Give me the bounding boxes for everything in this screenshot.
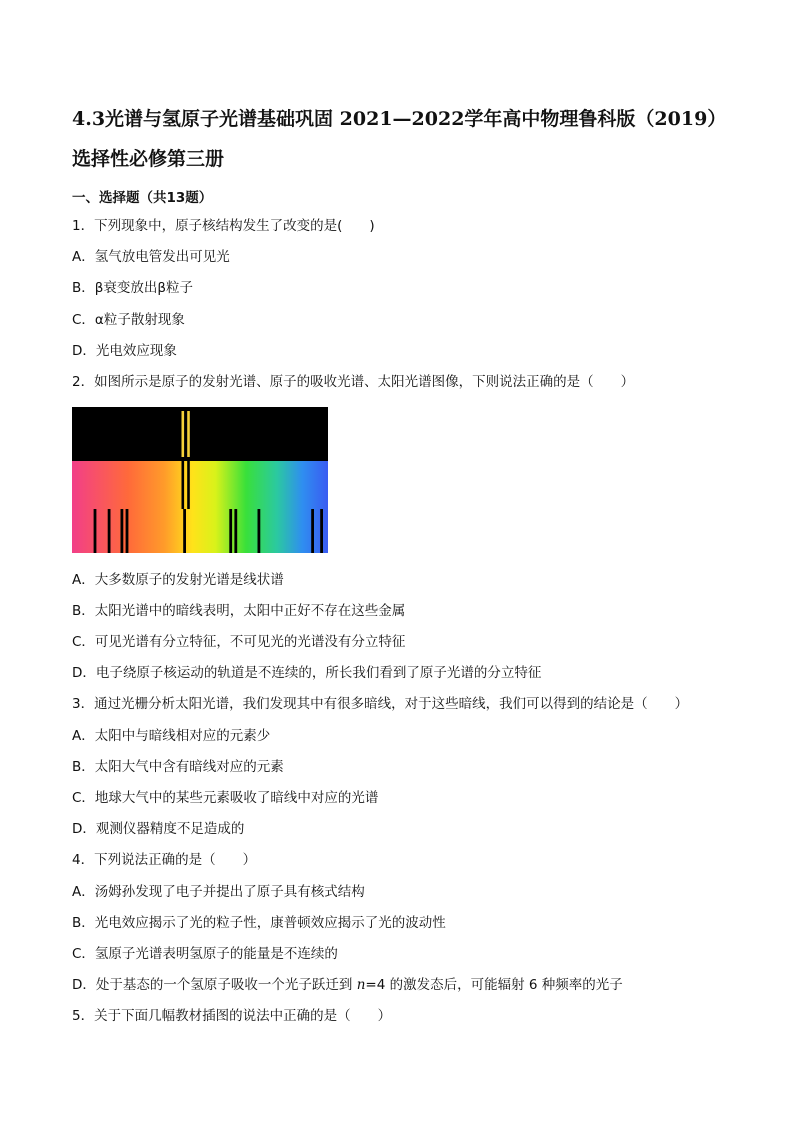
question-5-stem: 5．关于下面几幅教材插图的说法中正确的是（ ） (72, 1008, 392, 1024)
solar-dark-line-5 (183, 509, 186, 553)
spectra-figure (72, 407, 328, 553)
solar-dark-line-8 (258, 509, 261, 553)
document-title-line1: 4.3光谱与氢原子光谱基础巩固 2021—2022学年高中物理鲁科版（2019） (72, 108, 727, 130)
solar-dark-line-6 (229, 509, 232, 553)
solar-dark-line-2 (108, 509, 111, 553)
question-1-option-b: B．β衰变放出β粒子 (72, 280, 193, 296)
solar-dark-line-10 (320, 509, 323, 553)
section-heading: 一、选择题（共13题） (72, 190, 213, 206)
solar-dark-line-1 (94, 509, 97, 553)
question-2-option-d: D．电子绕原子核运动的轨道是不连续的，所长我们看到了原子光谱的分立特征 (72, 665, 542, 681)
question-1-stem: 1．下列现象中，原子核结构发生了改变的是( ) (72, 218, 375, 234)
question-3-option-c: C．地球大气中的某些元素吸收了暗线中对应的光谱 (72, 790, 379, 806)
question-1-option-d: D．光电效应现象 (72, 343, 177, 359)
question-4-option-d-part2: =4 的激发态后，可能辐射 6 种频率的光子 (365, 977, 623, 993)
question-2-option-a: A．大多数原子的发射光谱是线状谱 (72, 572, 284, 588)
emission-line-2 (187, 411, 190, 457)
question-2-option-b: B．太阳光谱中的暗线表明，太阳中正好不存在这些金属 (72, 603, 406, 619)
question-3-option-a: A．太阳中与暗线相对应的元素少 (72, 728, 271, 744)
question-3-option-b: B．太阳大气中含有暗线对应的元素 (72, 759, 284, 775)
question-4-option-c: C．氢原子光谱表明氢原子的能量是不连续的 (72, 946, 338, 962)
question-4-option-d-part1: D．处于基态的一个氢原子吸收一个光子跃迁到 (72, 977, 357, 993)
emission-spectrum-band (72, 407, 328, 461)
question-2-option-c: C．可见光谱有分立特征，不可见光的光谱没有分立特征 (72, 634, 406, 650)
question-3-option-d: D．观测仪器精度不足造成的 (72, 821, 245, 837)
solar-dark-line-4 (126, 509, 129, 553)
question-4-option-a: A．汤姆孙发现了电子并提出了原子具有核式结构 (72, 884, 365, 900)
question-1-option-a: A．氢气放电管发出可见光 (72, 249, 230, 265)
solar-dark-line-3 (121, 509, 124, 553)
document-title-line2: 选择性必修第三册 (72, 148, 225, 170)
emission-line-1 (182, 411, 185, 457)
question-4-option-b: B．光电效应揭示了光的粒子性，康普顿效应揭示了光的波动性 (72, 915, 446, 931)
question-2-stem: 2．如图所示是原子的发射光谱、原子的吸收光谱、太阳光谱图像，下则说法正确的是（ ） (72, 374, 635, 390)
question-3-stem: 3．通过光栅分析太阳光谱，我们发现其中有很多暗线，对于这些暗线，我们可以得到的结论是（ ） (72, 696, 689, 712)
question-4-stem: 4．下列说法正确的是（ ） (72, 852, 257, 868)
question-1-option-c: C．α粒子散射现象 (72, 312, 185, 328)
absorption-line-2 (187, 461, 190, 509)
question-4-option-d (72, 975, 623, 995)
solar-dark-line-9 (311, 509, 314, 553)
spectra-svg (72, 407, 328, 553)
absorption-line-1 (182, 461, 185, 509)
solar-dark-line-7 (234, 509, 237, 553)
absorption-spectrum-band (72, 461, 328, 509)
question-4-option-d-variable: n (356, 977, 366, 993)
